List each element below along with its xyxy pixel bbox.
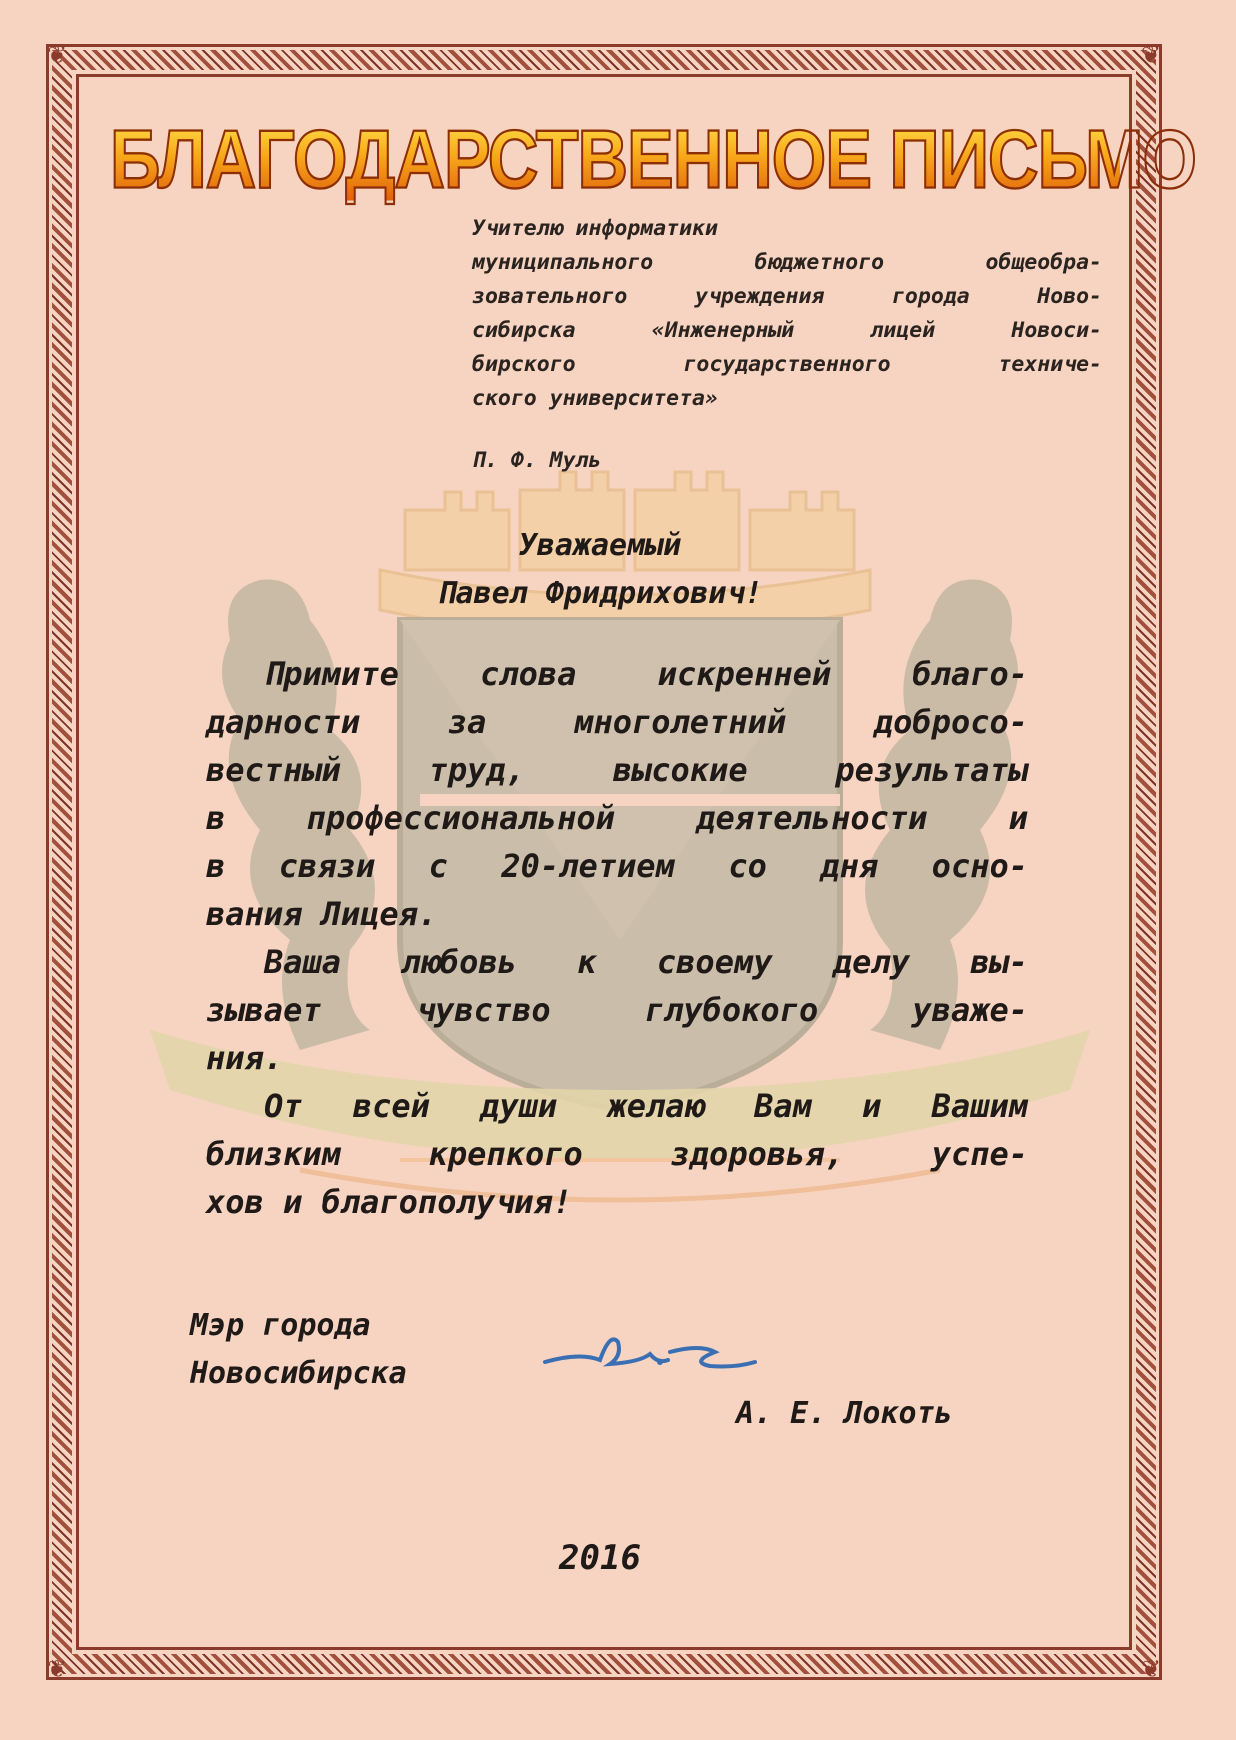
signatory-role-line: Мэр города bbox=[190, 1308, 371, 1343]
body-line: дарности за многолетний добросо- bbox=[206, 703, 1028, 741]
body-line: От всей души желаю Вам и Вашим bbox=[264, 1087, 1028, 1125]
corner-ornament-icon: ❦ bbox=[46, 41, 68, 69]
addressee-line: бирского государственного техниче- bbox=[472, 352, 1102, 377]
body-line: Примите слова искренней благо- bbox=[264, 655, 1028, 693]
body-line: зывает чувство глубокого уваже- bbox=[206, 991, 1028, 1029]
greeting-name: Павел Фридрихович! bbox=[437, 576, 763, 611]
body-line: вания Лицея. bbox=[206, 895, 438, 933]
greeting-line: Уважаемый bbox=[518, 528, 682, 563]
document-year: 2016 bbox=[559, 1538, 641, 1578]
corner-ornament-icon: ❦ bbox=[46, 1655, 68, 1683]
body-line: близким крепкого здоровья, успе- bbox=[206, 1135, 1028, 1173]
greeting bbox=[250, 522, 950, 618]
signatory-name: А. Е. Локоть bbox=[736, 1396, 953, 1431]
addressee-line: Учителю информатики bbox=[472, 216, 718, 241]
signature-scribble-icon bbox=[540, 1322, 760, 1382]
addressee-block bbox=[472, 212, 1102, 416]
document-title: БЛАГОДАРСТВЕННОЕ ПИСЬМО bbox=[110, 113, 1196, 206]
body-line: ния. bbox=[206, 1039, 284, 1077]
signatory-role-line: Новосибирска bbox=[190, 1356, 407, 1391]
body-line: хов и благополучия! bbox=[206, 1183, 573, 1221]
letter-body bbox=[206, 650, 1028, 1226]
addressee-initials: П. Ф. Муль bbox=[472, 448, 602, 473]
corner-ornament-icon: ❦ bbox=[1140, 41, 1162, 69]
addressee-line: ского университета» bbox=[472, 386, 718, 411]
addressee-line: зовательного учреждения города Ново- bbox=[472, 284, 1102, 309]
body-line: Ваша любовь к своему делу вы- bbox=[264, 943, 1028, 981]
addressee-line: муниципального бюджетного общеобра- bbox=[472, 250, 1102, 275]
body-line: в связи с 20-летием со дня осно- bbox=[206, 847, 1028, 885]
signatory-role bbox=[190, 1302, 407, 1398]
body-line: в профессиональной деятельности и bbox=[206, 799, 1028, 837]
body-line: вестный труд, высокие результаты bbox=[206, 751, 1028, 789]
addressee-line: сибирска «Инженерный лицей Новоси- bbox=[472, 318, 1102, 343]
corner-ornament-icon: ❦ bbox=[1140, 1655, 1162, 1683]
